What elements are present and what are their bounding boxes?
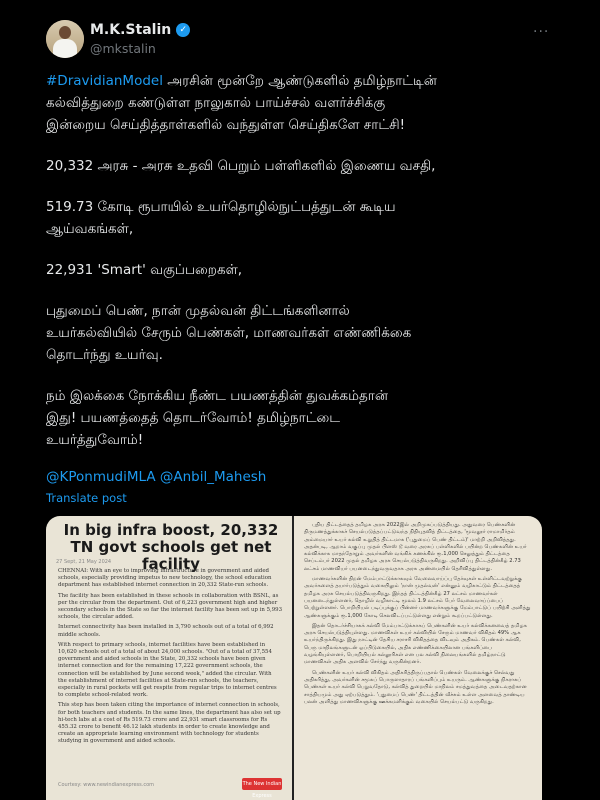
text-line: அரசின் மூன்றே ஆண்டுகளில் தமிழ்நாட்டின்: [162, 73, 437, 89]
text-line: உயர்கல்வியில் சேரும் பெண்கள், மாணவர்கள் எண்ணிக்கை: [46, 325, 412, 341]
text-line: இது! பயணத்தைத் தொடர்வோம்! தமிழ்நாட்டை: [46, 410, 340, 426]
clip-paragraph: This step has been taken citing the importance of internet connection in schools, for both teachers and students. In the same lines, the department has also set up hi-tech labs at a cost of Rs 519.73 crore and 22,931 smart classrooms for Rs 455.32 crore to benefit 46.12 lakh students in order to create knowledge and create an appropriate learning environment with technology for students studying in government and aided schools.: [58, 702, 281, 745]
text-line: 519.73 கோடி ரூபாயில் உயர்தொழில்நுட்பத்துடன் கூடிய: [46, 199, 396, 215]
clip-headline: In big infra boost, 20,332 TN govt schools get net facility: [63, 521, 279, 573]
clip-paragraph: இதன் தொடர்ச்சியாகக் கல்வி மேம்பாட்டுக்காகப் பெண்களின் உயர் கல்விக்கனவைத் தமிழக அரசு செயல்படுத்தியுள்ளது. மாணவிகள் உயர் கல்வியில் சேரும் மாணவர் விகிதம் 49% ஆக உயர்ந்திருக்கிறது. இது நாட்டின் தேசிய சராசரி விகிதத்தை விடவும் அதிகம். பெண்கள் கல்வி, பெரு மாநிலங்களுடன் ஒப்பிடுகையில், அதிக எண்ணிக்கையிலான பங்களிப்பை வழங்கியுள்ளனர், பொறியியல் கல்லூரிகள் என பல கல்வி நிலையங்களில் தமிழ்நாட்டு மாணவிகள் அதிக அளவில் சேர்ந்து வருகின்றனர்.: [304, 622, 527, 666]
clip-body: [58, 568, 282, 749]
newspaper-clip-tamil: [294, 516, 542, 800]
text-line: 20,332 அரசு - அரசு உதவி பெறும் பள்ளிகளில் இணைய வசதி,: [46, 158, 436, 174]
text-line: உயர்த்துவோம்!: [46, 432, 144, 448]
clip-paragraph: CHENNAI: With an eye to improving infrastructure in government and aided schools, especially providing impetus to new technology, the school education department has established internet connection in 20,332 State-run schools.: [58, 568, 272, 589]
clip-paragraph: பெண்களின் உயர் கல்வி விகிதம் அதிகரித்திருப்பதால் பெண்கள் வேலைக்குச் செல்வது அதிகரித்து, அவர்களின் சமூகப் பொருளாதாரப் பங்களிப்பும் உயரும். ஆண்களுக்கு நிகராகப் பெண்கள் உயர் கல்வி பெறுவதோடு, கல்வித் துறையில் மாநிலம் சமத்துவத்தை அடைவதற்கான சாத்தியமும் அது ஏற்படுத்தும். 'புதுமைப் பெண்' திட்டத்தின் வீச்சும் உள்ள அளவைத் தாண்டிய பலன் அளித்து மாணவிகளுக்கு ஊக்கமளிக்கும் வகையில் செயல்பட்டு வருகிறது.: [304, 669, 527, 705]
hashtag-link[interactable]: #DravidianModel: [46, 73, 163, 89]
clip-footer: Courtesy: www.newindianexpress.com: [58, 782, 154, 788]
newspaper-logo: The New Indian Express: [242, 778, 282, 790]
verified-badge-icon[interactable]: ✓: [176, 23, 190, 37]
clip-paragraph: The facility has been established in these schools in collaboration with BSNL, as per the circular from the department. Out of 6,223 government high and higher secondary schools in the State so far the internet facility has been set up in 5,993 schools, the circular added.: [58, 592, 282, 621]
text-line: ஆய்வகங்கள்,: [46, 221, 134, 237]
mentions: [46, 469, 266, 485]
avatar[interactable]: [46, 20, 84, 58]
clip-body: [304, 522, 534, 709]
clip-paragraph: புதிய திட்டத்தைத் தமிழக அரசு 2022இல் அறிமுகப்படுத்தியது. அதுவரை பெண்களின் திருமணத்துக்காகச் செயல்படுத்தப்பட்டுவந்த நிதியுதவித் திட்டத்தை, 'மூவலூர் ராமாமிர்தம் அம்மையார் உயர் கல்வி உறுதித் திட்டமாக ('புதுமைப் பெண் திட்டம்)' மாற்றி அறிவித்தது. அதன்படி, ஆறாம் வகுப்பு முதல் பிளஸ் டூ வரை அரசுப் பள்ளிகளில் பயின்ற பெண்களின் உயர் கல்விக்காக மாதந்தோறும் அவர்களின் வங்கிக் கணக்கில் ரூ.1,000 செலுத்தும் திட்டத்தை செப்டம்பர் 2022 முதல் தமிழக அரசு செயல்படுத்திவருகிறது. அறிவிப்பு திட்டத்தின்கீழ் 2.73 லட்சம் மாணவியர் பயனடைந்துவருவதாக அரசு அண்மையில் தெரிவித்துள்ளது.: [304, 522, 527, 572]
text-line: இன்றைய செய்தித்தாள்களில் வந்துள்ள செய்திகளே சாட்சி!: [46, 117, 406, 133]
tweet-text: [46, 70, 556, 451]
text-line: நம் இலக்கை நோக்கிய நீண்ட பயணத்தின் துவக்கம்தான்: [46, 388, 388, 404]
newspaper-clip-english: [46, 516, 292, 800]
text-line: 22,931 'Smart' வகுப்பறைகள்,: [46, 262, 243, 278]
more-options-icon[interactable]: ···: [533, 24, 550, 40]
clip-dateline: 27 Sept, 21 May 2024: [56, 559, 112, 565]
clip-paragraph: With respect to primary schools, internet facilities have been established in 10,620 schools out of a total of about 24,000 schools. "Out of a total of 37,554 government and aided schools in the State, 20,332 schools have been given internet connection and for the remaining 17,222 government schools, the connection will be established by June second week," added the circular. With the establishment of internet facilities at State-run schools, the teachers, especially in rural pockets will get respite from regular trips to internet centres to complete school-related work.: [58, 641, 277, 699]
text-line: தொடர்ந்து உயர்வு.: [46, 347, 163, 363]
translate-post-link[interactable]: Translate post: [46, 491, 127, 505]
text-line: புதுமைப் பெண், நான் முதல்வன் திட்டங்களினால்: [46, 303, 350, 319]
handle[interactable]: @mkstalin: [90, 41, 156, 56]
author-name-row: [90, 22, 190, 38]
mention-link[interactable]: @KPonmudiMLA: [46, 469, 156, 485]
clip-paragraph: Internet connectivity has been installed in 3,790 schools out of a total of 6,992 middle schools.: [58, 624, 274, 638]
media-image[interactable]: [46, 516, 542, 800]
clip-paragraph: மாணவர்களின் திறன் மேம்பாட்டுக்காகவும் வேலைவாய்ப்பு தேர்வுகள் உள்ளிட்டவற்றுக்கு அவர்களைத் தயார்படுத்தும் வகையிலும் 'நான் முதல்வன்' என்னும் வழிகாட்டும் திட்டத்தைத் தமிழக அரசு செயல்படுத்திவருகிறது. இந்தத் திட்டத்தின்கீழ் 27 லட்சம் மாணவர்கள் பயனடைந்துள்ளனர், தொழில் வழிகாட்டி மூலம் 1.9 லட்சம் பேர் வேலைவாய்ப்பைப் பெற்றுள்ளனர். பொறியியல் படிப்புக்குப் பின்னர் மாணவர்களுக்கு மேம்பாட்டுப் பயிற்சி அளித்து ஆண்களுக்கும் ரூ.1,000 கோடி செலவிடப்பட்டுள்ளது என்றும் கூறப்பட்டுள்ளது.: [304, 576, 531, 619]
text-line: கல்வித்துறை கண்டுள்ள நாலுகால் பாய்ச்சல் வளர்ச்சிக்கு: [46, 95, 386, 111]
display-name[interactable]: M.K.Stalin: [90, 22, 172, 38]
mention-link[interactable]: @Anbil_Mahesh: [159, 469, 267, 485]
